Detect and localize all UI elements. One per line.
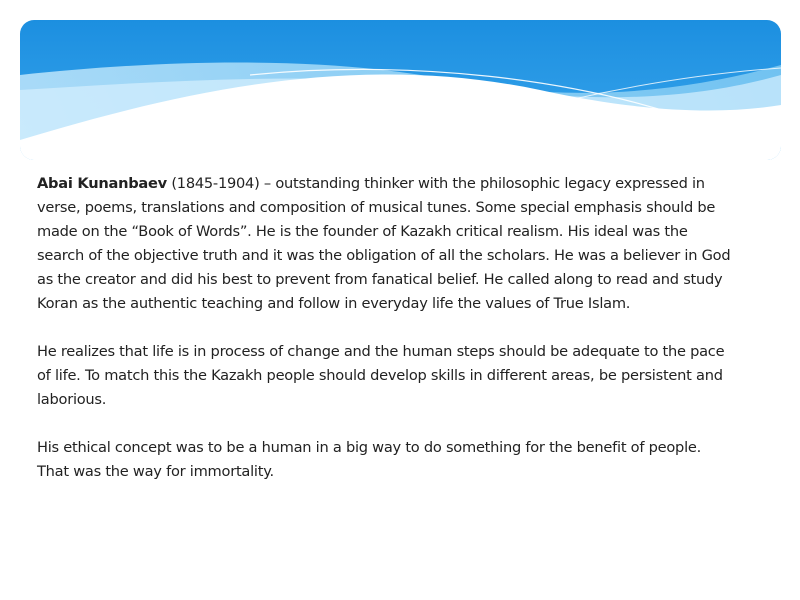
paragraph-intro-text: (1845-1904) – outstanding thinker with the philosophic legacy expressed in verse, poems, translations and composition of musical tunes. Some special emphasis should be made on the “Book of Words”. He is the founder of Kazakh critical realism. His ideal was the search of the objective truth and it was the obligation of all the scholars. He was a believer in God as the creator and did his best to prevent from fanatical belief. He called along to read and study Koran as the authentic teaching and follow in everyday life the values of True Islam. <box>37 175 731 312</box>
paragraph-change: He realizes that life is in process of change and the human steps should be adequate to the pace of life. To match this the Kazakh people should develop skills in different areas, be persistent and laborious. <box>37 343 725 408</box>
paragraph-ethics: His ethical concept was to be a human in a big way to do something for the benefit of people. That was the way for immortality. <box>37 439 701 480</box>
slide-body <box>37 172 737 484</box>
wave-banner <box>20 20 781 160</box>
name-highlight: Abai Kunanbaev <box>37 175 167 192</box>
paragraph-intro <box>37 172 737 316</box>
